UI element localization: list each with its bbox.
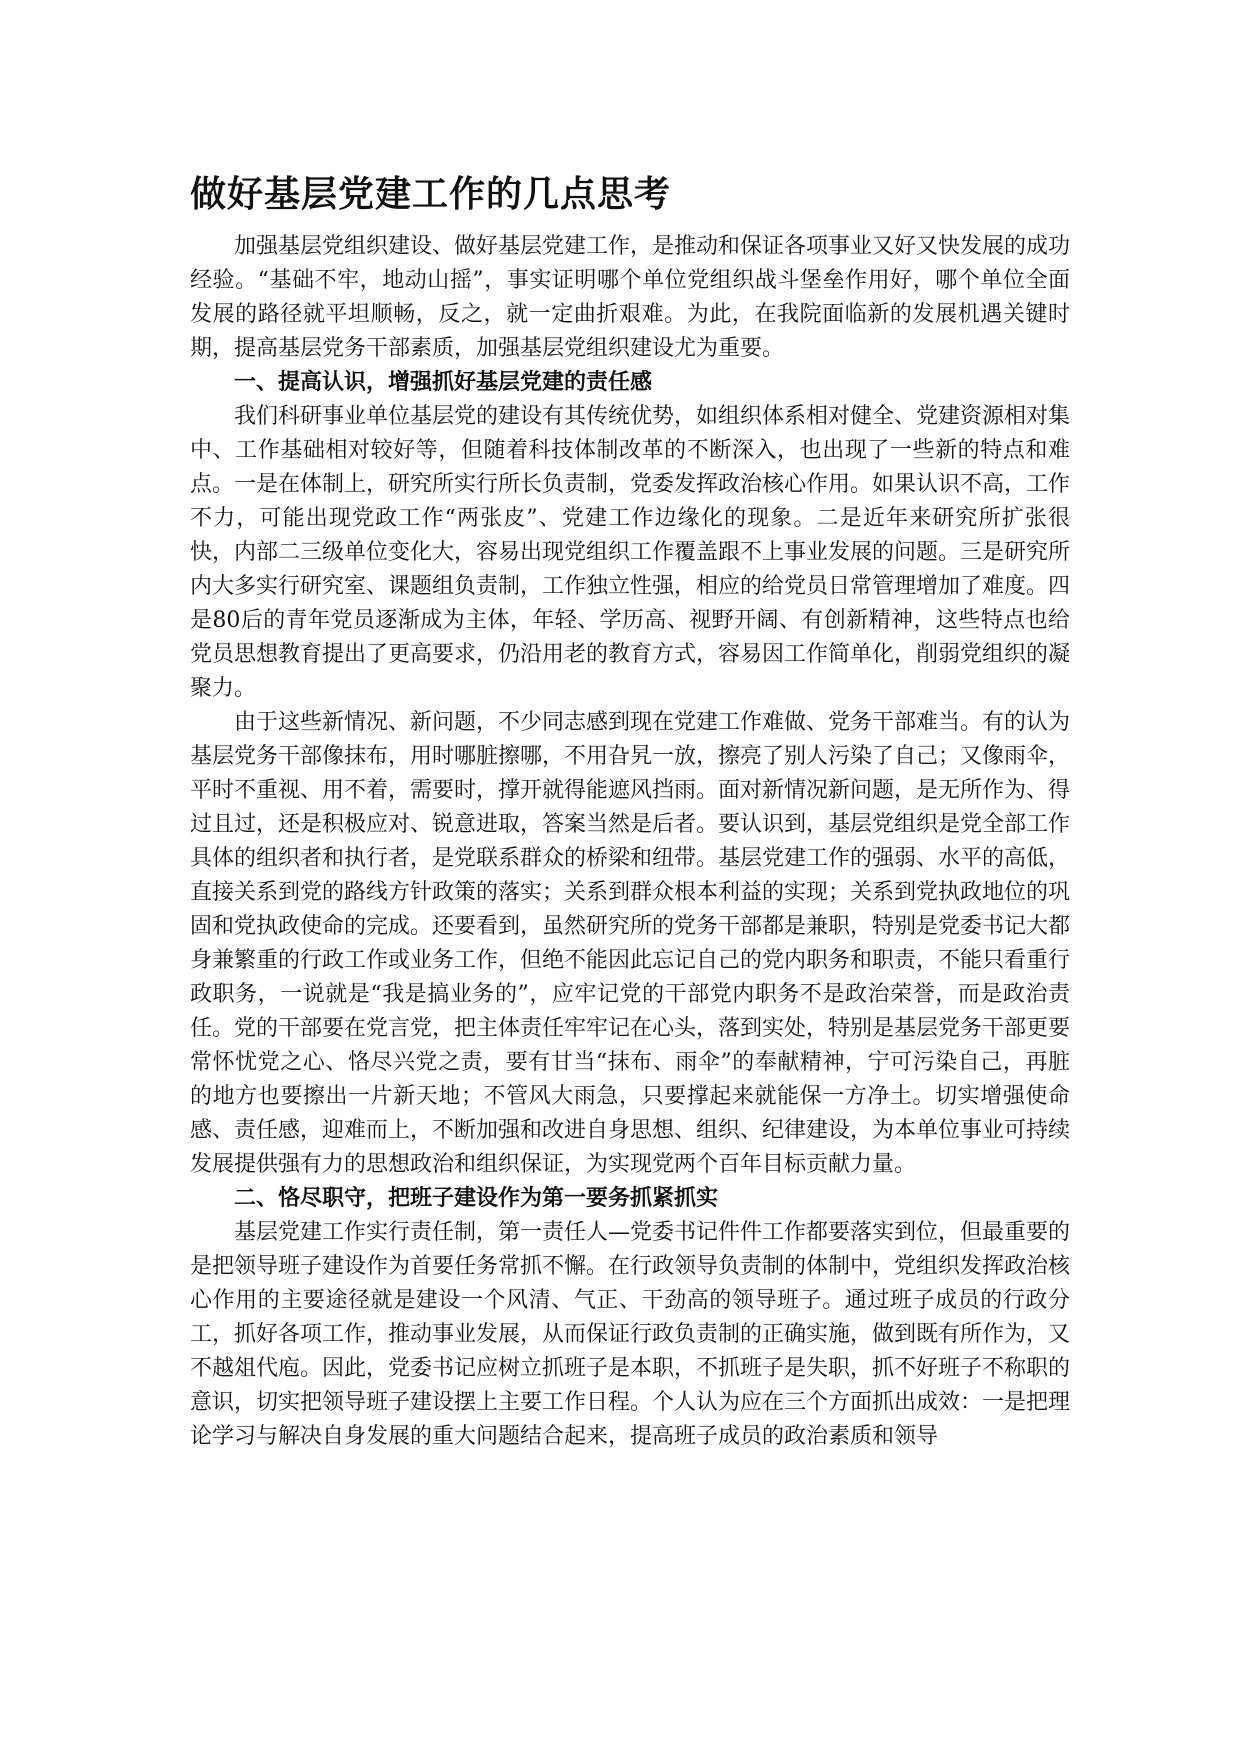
section-1-paragraph-1: 我们科研事业单位基层党的建设有其传统优势，如组织体系相对健全、党建资源相对集中、工作基础相对较好等，但随着科技体制改革的不断深入，也出现了一些新的特点和难点。一是在体制上，研究所实行所长负责制，党委发挥政治核心作用。如果认识不高，工作不力，可能出现党政工作“两张皮”、党建工作边缘化的现象。二是近年来研究所扩张很快，内部二三级单位变化大，容易出现党组织工作覆盖跟不上事业发展的问题。三是研究所内大多实行研究室、课题组负责制，工作独立性强，相应的给党员日常管理增加了难度。四是80后的青年党员逐渐成为主体，年轻、学历高、视野开阔、有创新精神，这些特点也给党员思想教育提出了更高要求，仍沿用老的教育方式，容易因工作简单化，削弱党组织的凝聚力。 (190, 404, 1071, 701)
section-1-paragraph-2: 由于这些新情况、新问题，不少同志感到现在党建工作难做、党务干部难当。有的认为基层党务干部像抹布，用时哪脏擦哪，不用旮旯一放，擦亮了别人污染了自己；又像雨伞，平时不重视、用不着，需要时，撑开就得能遮风挡雨。面对新情况新问题，是无所作为、得过且过，还是积极应对、锐意进取，答案当然是后者。要认识到，基层党组织是党全部工作具体的组织者和执行者，是党联系群众的桥梁和纽带。基层党建工作的强弱、水平的高低，直接关系到党的路线方针政策的落实；关系到群众根本利益的实现；关系到党执政地位的巩固和党执政使命的完成。还要看到，虽然研究所的党务干部都是兼职，特别是党委书记大都身兼繁重的行政工作或业务工作，但绝不能因此忘记自己的党内职务和职责，不能只看重行政职务，一说就是“我是搞业务的”，应牢记党的干部党内职务不是政治荣誉，而是政治责任。党的干部要在党言党，把主体责任牢牢记在心头，落到实处，特别是基层党务干部更要常怀忧党之心、恪尽兴党之责，要有甘当“抹布、雨伞”的奉献精神，宁可污染自己，再脏的地方也要擦出一片新天地；不管风大雨急，只要撑起来就能保一方净土。切实增强使命感、责任感，迎难而上，不断加强和改进自身思想、组织、纪律建设，为本单位事业可持续发展提供强有力的思想政治和组织保证，为实现党两个百年目标贡献力量。 (190, 710, 1071, 1177)
section-heading-2: 二、恪尽职守，把班子建设作为第一要务抓紧抓实 (234, 1186, 719, 1211)
intro-paragraph: 加强基层党组织建设、做好基层党建工作，是推动和保证各项事业又好又快发展的成功经验。“基础不牢，地动山摇”，事实证明哪个单位党组织战斗堡垒作用好，哪个单位全面发展的路径就平坦顺畅，反之，就一定曲折艰难。为此，在我院面临新的发展机遇关键时期，提高基层党务干部素质，加强基层党组织建设尤为重要。 (190, 234, 1071, 361)
section-heading-1: 一、提高认识，增强抓好基层党建的责任感 (234, 370, 653, 395)
document-page (190, 170, 1070, 1454)
section-2-paragraph-1: 基层党建工作实行责任制，第一责任人—党委书记件件工作都要落实到位，但最重要的是把领导班子建设作为首要任务常抓不懈。在行政领导负责制的体制中，党组织发挥政治核心作用的主要途径就是建设一个风清、气正、干劲高的领导班子。通过班子成员的行政分工，抓好各项工作，推动事业发展，从而保证行政负责制的正确实施，做到既有所作为，又不越俎代庖。因此，党委书记应树立抓班子是本职，不抓班子是失职，抓不好班子不称职的意识，切实把领导班子建设摆上主要工作日程。个人认为应在三个方面抓出成效：一是把理论学习与解决自身发展的重大问题结合起来，提高班子成员的政治素质和领导 (190, 1220, 1071, 1449)
document-title: 做好基层党建工作的几点思考 (190, 174, 672, 215)
